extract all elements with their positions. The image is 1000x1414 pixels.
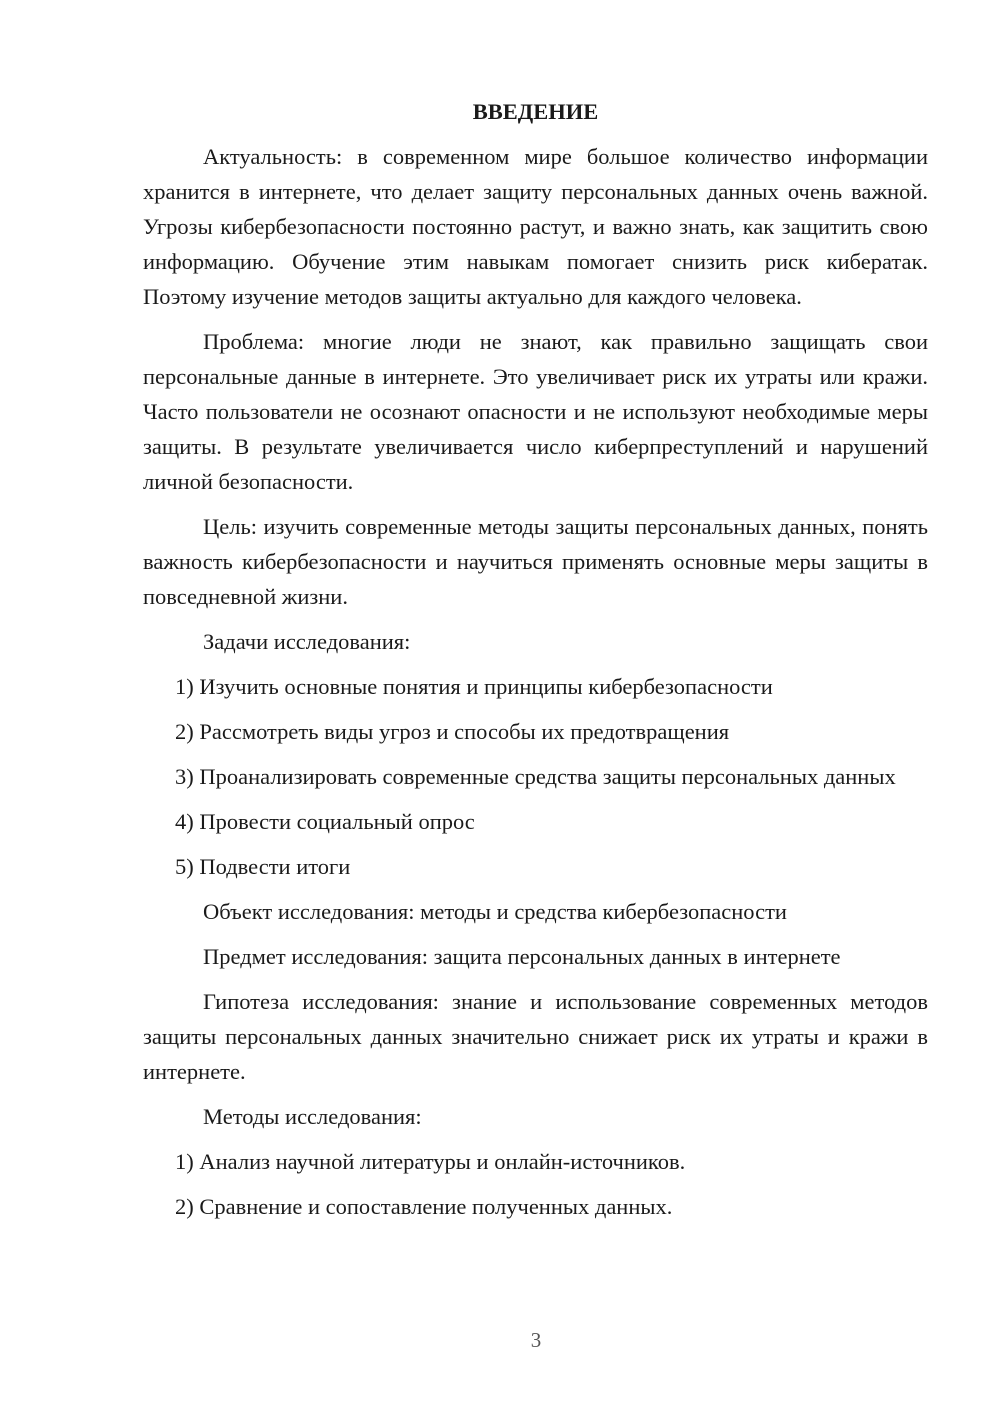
relevance-paragraph: Актуальность: в современном мире большое количество информации хранится в интернете, что делает защиту персональных данных очень важной. Угрозы кибербезопасности постоянно растут, и важно знать, как защитить свою информацию. Обучение этим навыкам помогает снизить риск кибератак. Поэтому изучение методов защиты актуально для каждого человека. bbox=[143, 144, 928, 309]
page-number: 3 bbox=[530, 1328, 542, 1352]
tasks-heading: Задачи исследования: bbox=[203, 629, 411, 654]
task-item: 3) Проанализировать современные средства защиты персональных данных bbox=[175, 764, 896, 789]
research-object: Объект исследования: методы и средства кибербезопасности bbox=[203, 899, 787, 924]
methods-heading: Методы исследования: bbox=[203, 1104, 422, 1129]
task-item: 1) Изучить основные понятия и принципы кибербезопасности bbox=[175, 674, 773, 699]
goal-paragraph: Цель: изучить современные методы защиты персональных данных, понять важность кибербезопасности и научиться применять основные меры защиты в повседневной жизни. bbox=[143, 514, 928, 609]
page-content bbox=[143, 94, 928, 1234]
research-subject: Предмет исследования: защита персональных данных в интернете bbox=[203, 944, 841, 969]
hypothesis-paragraph: Гипотеза исследования: знание и использование современных методов защиты персональных данных значительно снижает риск их утраты и кражи в интернете. bbox=[143, 989, 928, 1084]
task-item: 2) Рассмотреть виды угроз и способы их предотвращения bbox=[175, 719, 730, 744]
page-title: ВВЕДЕНИЕ bbox=[472, 99, 599, 124]
method-item: 2) Сравнение и сопоставление полученных данных. bbox=[175, 1194, 673, 1219]
task-item: 5) Подвести итоги bbox=[175, 854, 351, 879]
method-item: 1) Анализ научной литературы и онлайн-источников. bbox=[175, 1149, 686, 1174]
task-item: 4) Провести социальный опрос bbox=[175, 809, 475, 834]
problem-paragraph: Проблема: многие люди не знают, как правильно защищать свои персональные данные в интернете. Это увеличивает риск их утраты или кражи. Часто пользователи не осознают опасности и не используют необходимые меры защиты. В результате увеличивается число киберпреступлений и нарушений личной безопасности. bbox=[143, 329, 928, 494]
